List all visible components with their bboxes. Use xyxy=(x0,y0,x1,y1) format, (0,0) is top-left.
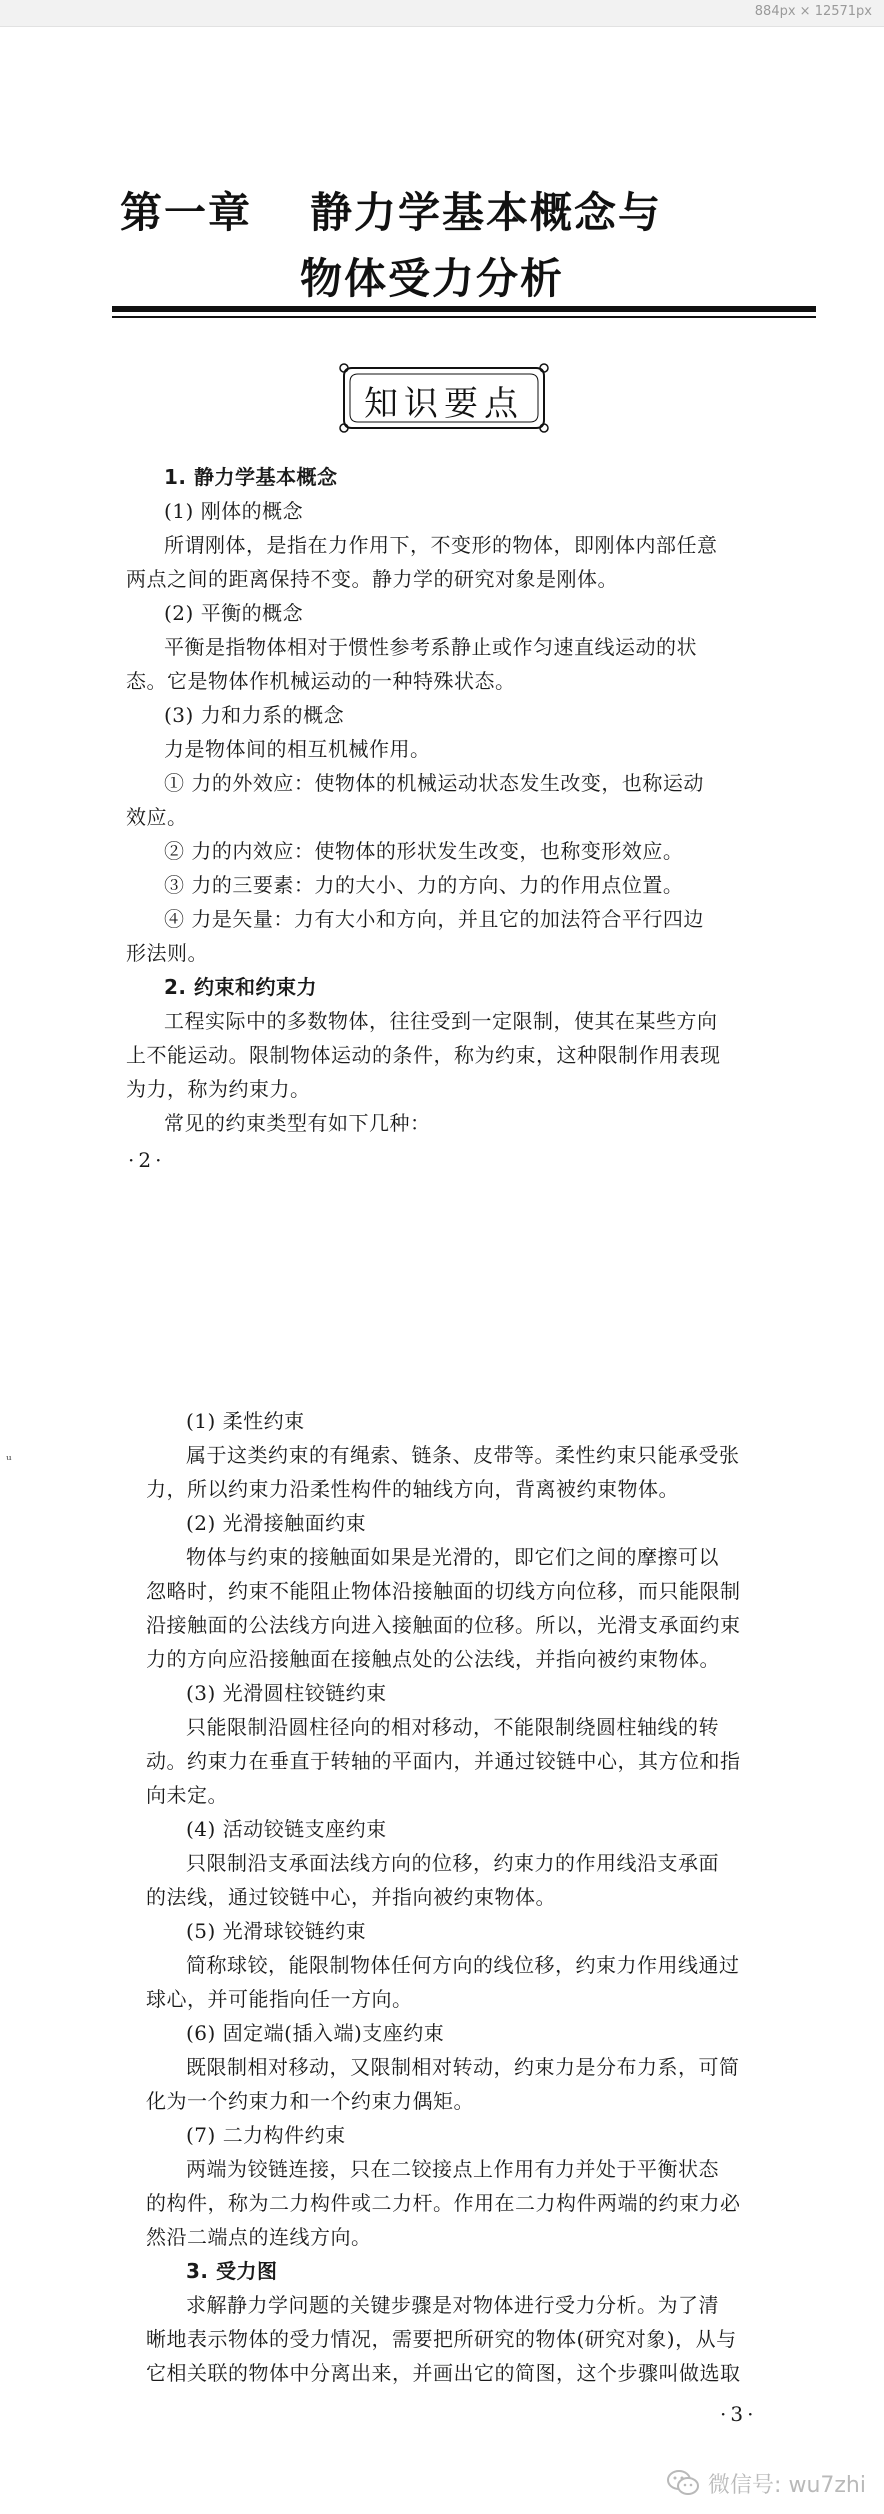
watermark xyxy=(666,2465,866,2501)
paragraph-line: 所谓刚体，是指在力作用下，不变形的物体，即刚体内部任意 xyxy=(164,533,718,557)
heading-constraints: 2. 约束和约束力 xyxy=(164,975,317,999)
subheading-smooth-surface: (2) 光滑接触面约束 xyxy=(186,1511,367,1535)
paragraph-line: 两端为铰链连接，只在二铰接点上作用有力并处于平衡状态 xyxy=(186,2157,719,2181)
paragraph-line: 简称球铰，能限制物体任何方向的线位移，约束力作用线通过 xyxy=(186,1953,740,1977)
subheading-two-force-member: (7) 二力构件约束 xyxy=(186,2123,346,2147)
paragraph-line: 既限制相对移动，又限制相对转动，约束力是分布力系，可简 xyxy=(186,2055,740,2079)
list-item: ① 力的外效应：使物体的机械运动状态发生改变，也称运动 xyxy=(164,771,704,795)
paragraph-line: 忽略时，约束不能阻止物体沿接触面的切线方向位移，而只能限制 xyxy=(146,1579,741,1603)
title-rule-thick xyxy=(112,306,816,312)
chapter-label: 第一章 xyxy=(120,188,253,237)
list-item-continued: 形法则。 xyxy=(126,941,208,965)
paragraph-line: 的法线，通过铰链中心，并指向被约束物体。 xyxy=(146,1885,556,1909)
wechat-icon xyxy=(666,2468,700,2498)
list-item: ③ 力的三要素：力的大小、力的方向、力的作用点位置。 xyxy=(164,873,684,897)
subheading-force: (3) 力和力系的概念 xyxy=(164,703,345,727)
paragraph-line: 为力，称为约束力。 xyxy=(126,1077,311,1101)
page-number: ·2· xyxy=(128,1148,166,1172)
paragraph-line: 只限制沿支承面法线方向的位移，约束力的作用线沿支承面 xyxy=(186,1851,719,1875)
paragraph-line: 力，所以约束力沿柔性构件的轴线方向，背离被约束物体。 xyxy=(146,1477,679,1501)
subheading-rigid-body: (1) 刚体的概念 xyxy=(164,499,304,523)
paragraph-line: 常见的约束类型有如下几种： xyxy=(164,1111,431,1135)
viewer-top-bar xyxy=(0,0,884,27)
subheading-flexible: (1) 柔性约束 xyxy=(186,1409,305,1433)
paragraph-line: 态。它是物体作机械运动的一种特殊状态。 xyxy=(126,669,516,693)
title-rule-thin xyxy=(112,316,816,318)
paragraph-line: 沿接触面的公法线方向进入接触面的位移。所以，光滑支承面约束 xyxy=(146,1613,741,1637)
paragraph-line: 化为一个约束力和一个约束力偶矩。 xyxy=(146,2089,474,2113)
paragraph-line: 属于这类约束的有绳索、链条、皮带等。柔性约束只能承受张 xyxy=(186,1443,740,1467)
paragraph-line: 它相关联的物体中分离出来，并画出它的简图，这个步骤叫做选取 xyxy=(146,2361,741,2385)
heading-free-body-diagram: 3. 受力图 xyxy=(186,2259,278,2283)
margin-mark: ᵤ xyxy=(6,1448,12,1464)
paragraph-line: 只能限制沿圆柱径向的相对移动，不能限制绕圆柱轴线的转 xyxy=(186,1715,719,1739)
paragraph-line: 球心，并可能指向任一方向。 xyxy=(146,1987,413,2011)
section-heading: 知识要点 xyxy=(364,384,524,424)
chapter-title-line2: 物体受力分析 xyxy=(300,254,565,303)
paragraph-line: 动。约束力在垂直于转轴的平面内，并通过铰链中心，其方位和指 xyxy=(146,1749,741,1773)
heading-basic-concepts: 1. 静力学基本概念 xyxy=(164,465,338,489)
image-dimensions: 884px × 12571px xyxy=(754,4,872,19)
paragraph-line: 力是物体间的相互机械作用。 xyxy=(164,737,431,761)
paragraph-line: 的构件，称为二力构件或二力杆。作用在二力构件两端的约束力必 xyxy=(146,2191,741,2215)
paragraph-line: 晰地表示物体的受力情况，需要把所研究的物体(研究对象)，从与 xyxy=(146,2327,737,2351)
paragraph-line: 求解静力学问题的关键步骤是对物体进行受力分析。为了清 xyxy=(186,2293,719,2317)
subheading-fixed-support: (6) 固定端(插入端)支座约束 xyxy=(186,2021,445,2045)
chapter-title-line1 xyxy=(120,180,662,240)
paragraph-line: 然沿二端点的连线方向。 xyxy=(146,2225,372,2249)
section-heading-box xyxy=(338,362,550,434)
subheading-ball-joint: (5) 光滑球铰链约束 xyxy=(186,1919,367,1943)
paragraph-line: 平衡是指物体相对于惯性参考系静止或作匀速直线运动的状 xyxy=(164,635,697,659)
watermark-text: 微信号: wu7zhi xyxy=(708,2472,866,2498)
subheading-roller-support: (4) 活动铰链支座约束 xyxy=(186,1817,387,1841)
paragraph-line: 上不能运动。限制物体运动的条件，称为约束，这种限制作用表现 xyxy=(126,1043,721,1067)
list-item: ④ 力是矢量：力有大小和方向，并且它的加法符合平行四边 xyxy=(164,907,704,931)
paragraph-line: 物体与约束的接触面如果是光滑的，即它们之间的摩擦可以 xyxy=(186,1545,719,1569)
list-item-continued: 效应。 xyxy=(126,805,188,829)
page-number: ·3· xyxy=(720,2402,758,2426)
subheading-cylindrical-hinge: (3) 光滑圆柱铰链约束 xyxy=(186,1681,387,1705)
paragraph-line: 两点之间的距离保持不变。静力学的研究对象是刚体。 xyxy=(126,567,618,591)
paragraph-line: 向未定。 xyxy=(146,1783,228,1807)
list-item: ② 力的内效应：使物体的形状发生改变，也称变形效应。 xyxy=(164,839,684,863)
chapter-title-text1: 静力学基本概念与 xyxy=(310,188,663,237)
paragraph-line: 力的方向应沿接触面在接触点处的公法线，并指向被约束物体。 xyxy=(146,1647,720,1671)
paragraph-line: 工程实际中的多数物体，往往受到一定限制，使其在某些方向 xyxy=(164,1009,718,1033)
subheading-equilibrium: (2) 平衡的概念 xyxy=(164,601,304,625)
